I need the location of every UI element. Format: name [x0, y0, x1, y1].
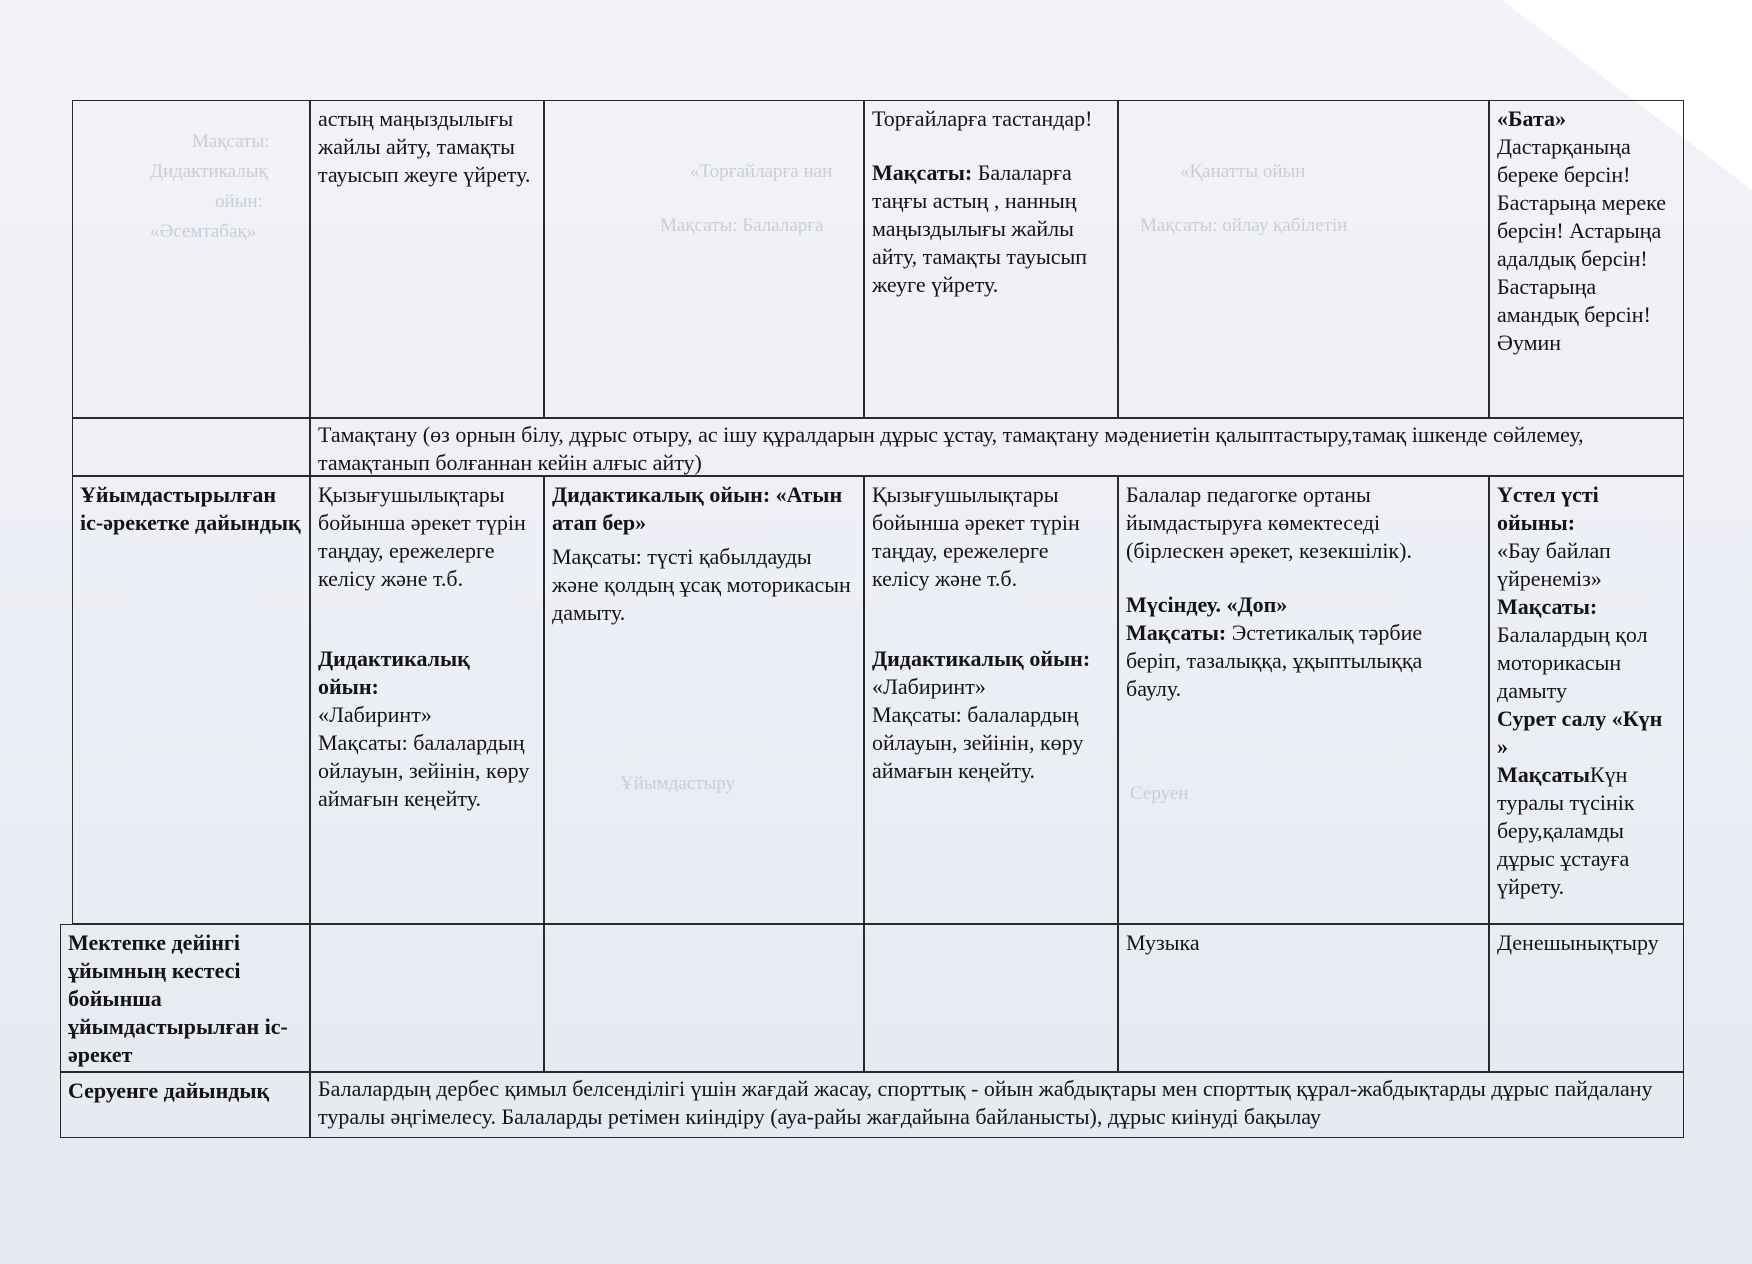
schedule-col3-cell: [544, 924, 864, 1072]
row1-col5-cell: [1118, 100, 1489, 418]
bleed-text: Серуен: [1130, 783, 1189, 804]
row1-col4-goal-label: Мақсаты:: [872, 160, 973, 185]
prep-col5-goal-text: Эстетикалық тәрбие беріп, тазалыққа, ұқыптылыққа баулу.: [1126, 620, 1423, 701]
prep-label-cell: [72, 476, 310, 924]
prep-col6-draw-goal-text: Күн туралы түсінік беру,қаламды дұрыс ұстауға үйрету.: [1497, 762, 1635, 899]
row1-col6-title: «Бата»: [1497, 106, 1567, 131]
prep-label: Ұйымдастырылған іс-әрекетке дайындық: [80, 482, 301, 535]
schedule-col4-cell: [864, 924, 1118, 1072]
prep-col2-game-name: «Лабиринт»: [318, 702, 432, 727]
prep-col3-cell: [544, 476, 864, 924]
prep-col6-game: «Бау байлап үйренеміз»: [1497, 538, 1611, 591]
row1-col4-cell: [864, 100, 1118, 418]
walk-label-cell: [60, 1072, 310, 1138]
schedule-table: [60, 100, 1684, 1170]
prep-col4-intro: Қызығушылықтары бойынша әрекет түрін таңдау, ережелерге келісу және т.б.: [872, 482, 1080, 591]
schedule-col5-text: Музыка: [1126, 930, 1200, 955]
walk-cell: [310, 1072, 1684, 1138]
bleed-text: Ұйымдастыру: [620, 773, 736, 794]
row1-label-cell: [72, 100, 310, 418]
bleed-text: Мақсаты: ойлау қабілетін: [1140, 215, 1348, 236]
prep-col5-cell: [1118, 476, 1489, 924]
prep-col2-game-title: Дидактикалық ойын:: [318, 646, 470, 699]
schedule-col6-text: Денешынықтыру: [1497, 930, 1659, 955]
prep-col4-game-title: Дидактикалық ойын:: [872, 646, 1091, 671]
bleed-text: «Әсемтабақ»: [150, 221, 257, 242]
prep-col6-title: Үстел үсті ойыны:: [1497, 482, 1599, 535]
prep-col6-cell: [1489, 476, 1684, 924]
bleed-text: «Қанатты ойын: [1180, 161, 1306, 182]
schedule-label-cell: [60, 924, 310, 1072]
row1-col4-title: Торғайларға тастандар!: [872, 106, 1093, 131]
prep-col5-intro: Балалар педагогке ортаны йымдастыруға көмектеседі (бірлескен әрекет, кезекшілік).: [1126, 482, 1412, 563]
walk-label: Серуенге дайындық: [68, 1078, 270, 1103]
meal-cell: [310, 418, 1684, 476]
prep-col3-goal: Мақсаты: түсті қабылдауды және қолдың ұсақ моторикасын дамыту.: [552, 544, 851, 625]
bleed-text: «Торғайларға нан: [690, 161, 833, 182]
meal-text: Тамақтану (өз орнын білу, дұрыс отыру, ас ішу құралдарын дұрыс ұстау, тамақтану мәдениетін қалыптастыру,тамақ ішкенде сөйлемеу, тамақтанып болғаннан кейін алғыс айту): [318, 422, 1584, 475]
bleed-text: ойын:: [215, 191, 263, 212]
prep-col2-goal: Мақсаты: балалардың ойлауын, зейінін, көру аймағын кеңейту.: [318, 730, 530, 811]
row1-col6-cell: [1489, 100, 1684, 418]
prep-col2-cell: [310, 476, 544, 924]
prep-col6-draw-goal-label: Мақсаты: [1497, 762, 1590, 787]
walk-text: Балалардың дербес қимыл белсенділігі үшін жағдай жасау, спорттық - ойын жабдықтары мен спорттық құрал-жабдықтарды дұрыс пайдалану туралы әңгімелесу. Балаларды ретімен киіндіру (ауа-райы жағдайына байланысты), дұрыс киінуді бақылау: [318, 1076, 1653, 1129]
prep-col6-goal-text: Балалардың қол моторикасын дамыту: [1497, 622, 1648, 703]
schedule-col2-cell: [310, 924, 544, 1072]
prep-col6-draw-title: Сурет салу «Күн »: [1497, 706, 1663, 759]
bleed-text: Мақсаты: Балаларға: [660, 215, 824, 236]
prep-col4-game-name: «Лабиринт»: [872, 674, 986, 699]
schedule-col5-cell: [1118, 924, 1489, 1072]
row1-col3-cell: [544, 100, 864, 418]
row1-col4-goal-text: Балаларға таңғы астың , нанның маңыздылығы жайлы айту, тамақты тауысып жеуге үйрету.: [872, 160, 1088, 297]
row1-col6-text: Дастарқаныңа береке берсін! Бастарыңа мереке берсін! Астарыңа адалдық берсін! Бастарыңа амандық берсін! Әумин: [1497, 134, 1666, 355]
prep-col4-goal: Мақсаты: балалардың ойлауын, зейінін, көру аймағын кеңейту.: [872, 702, 1084, 783]
bleed-text: Дидактикалық: [150, 161, 268, 182]
row1-col2-cell: [310, 100, 544, 418]
schedule-col6-cell: [1489, 924, 1684, 1072]
prep-col6-goal-label: Мақсаты:: [1497, 594, 1598, 619]
schedule-label: Мектепке дейінгі ұйымның кестесі бойынша ұйымдастырылған іс-әрекет: [68, 930, 288, 1067]
prep-col3-game-title: Дидактикалық ойын: «Атын атап бер»: [552, 482, 843, 535]
prep-col4-cell: [864, 476, 1118, 924]
prep-col2-intro: Қызығушылықтары бойынша әрекет түрін таңдау, ережелерге келісу және т.б.: [318, 482, 526, 591]
meal-label-cell: [72, 418, 310, 476]
bleed-text: Мақсаты:: [192, 131, 270, 152]
prep-col5-goal-label: Мақсаты:: [1126, 620, 1227, 645]
row1-col2-text: астың маңыздылығы жайлы айту, тамақты тауысып жеуге үйрету.: [318, 106, 531, 187]
prep-col5-title: Мүсіндеу. «Доп»: [1126, 592, 1288, 617]
